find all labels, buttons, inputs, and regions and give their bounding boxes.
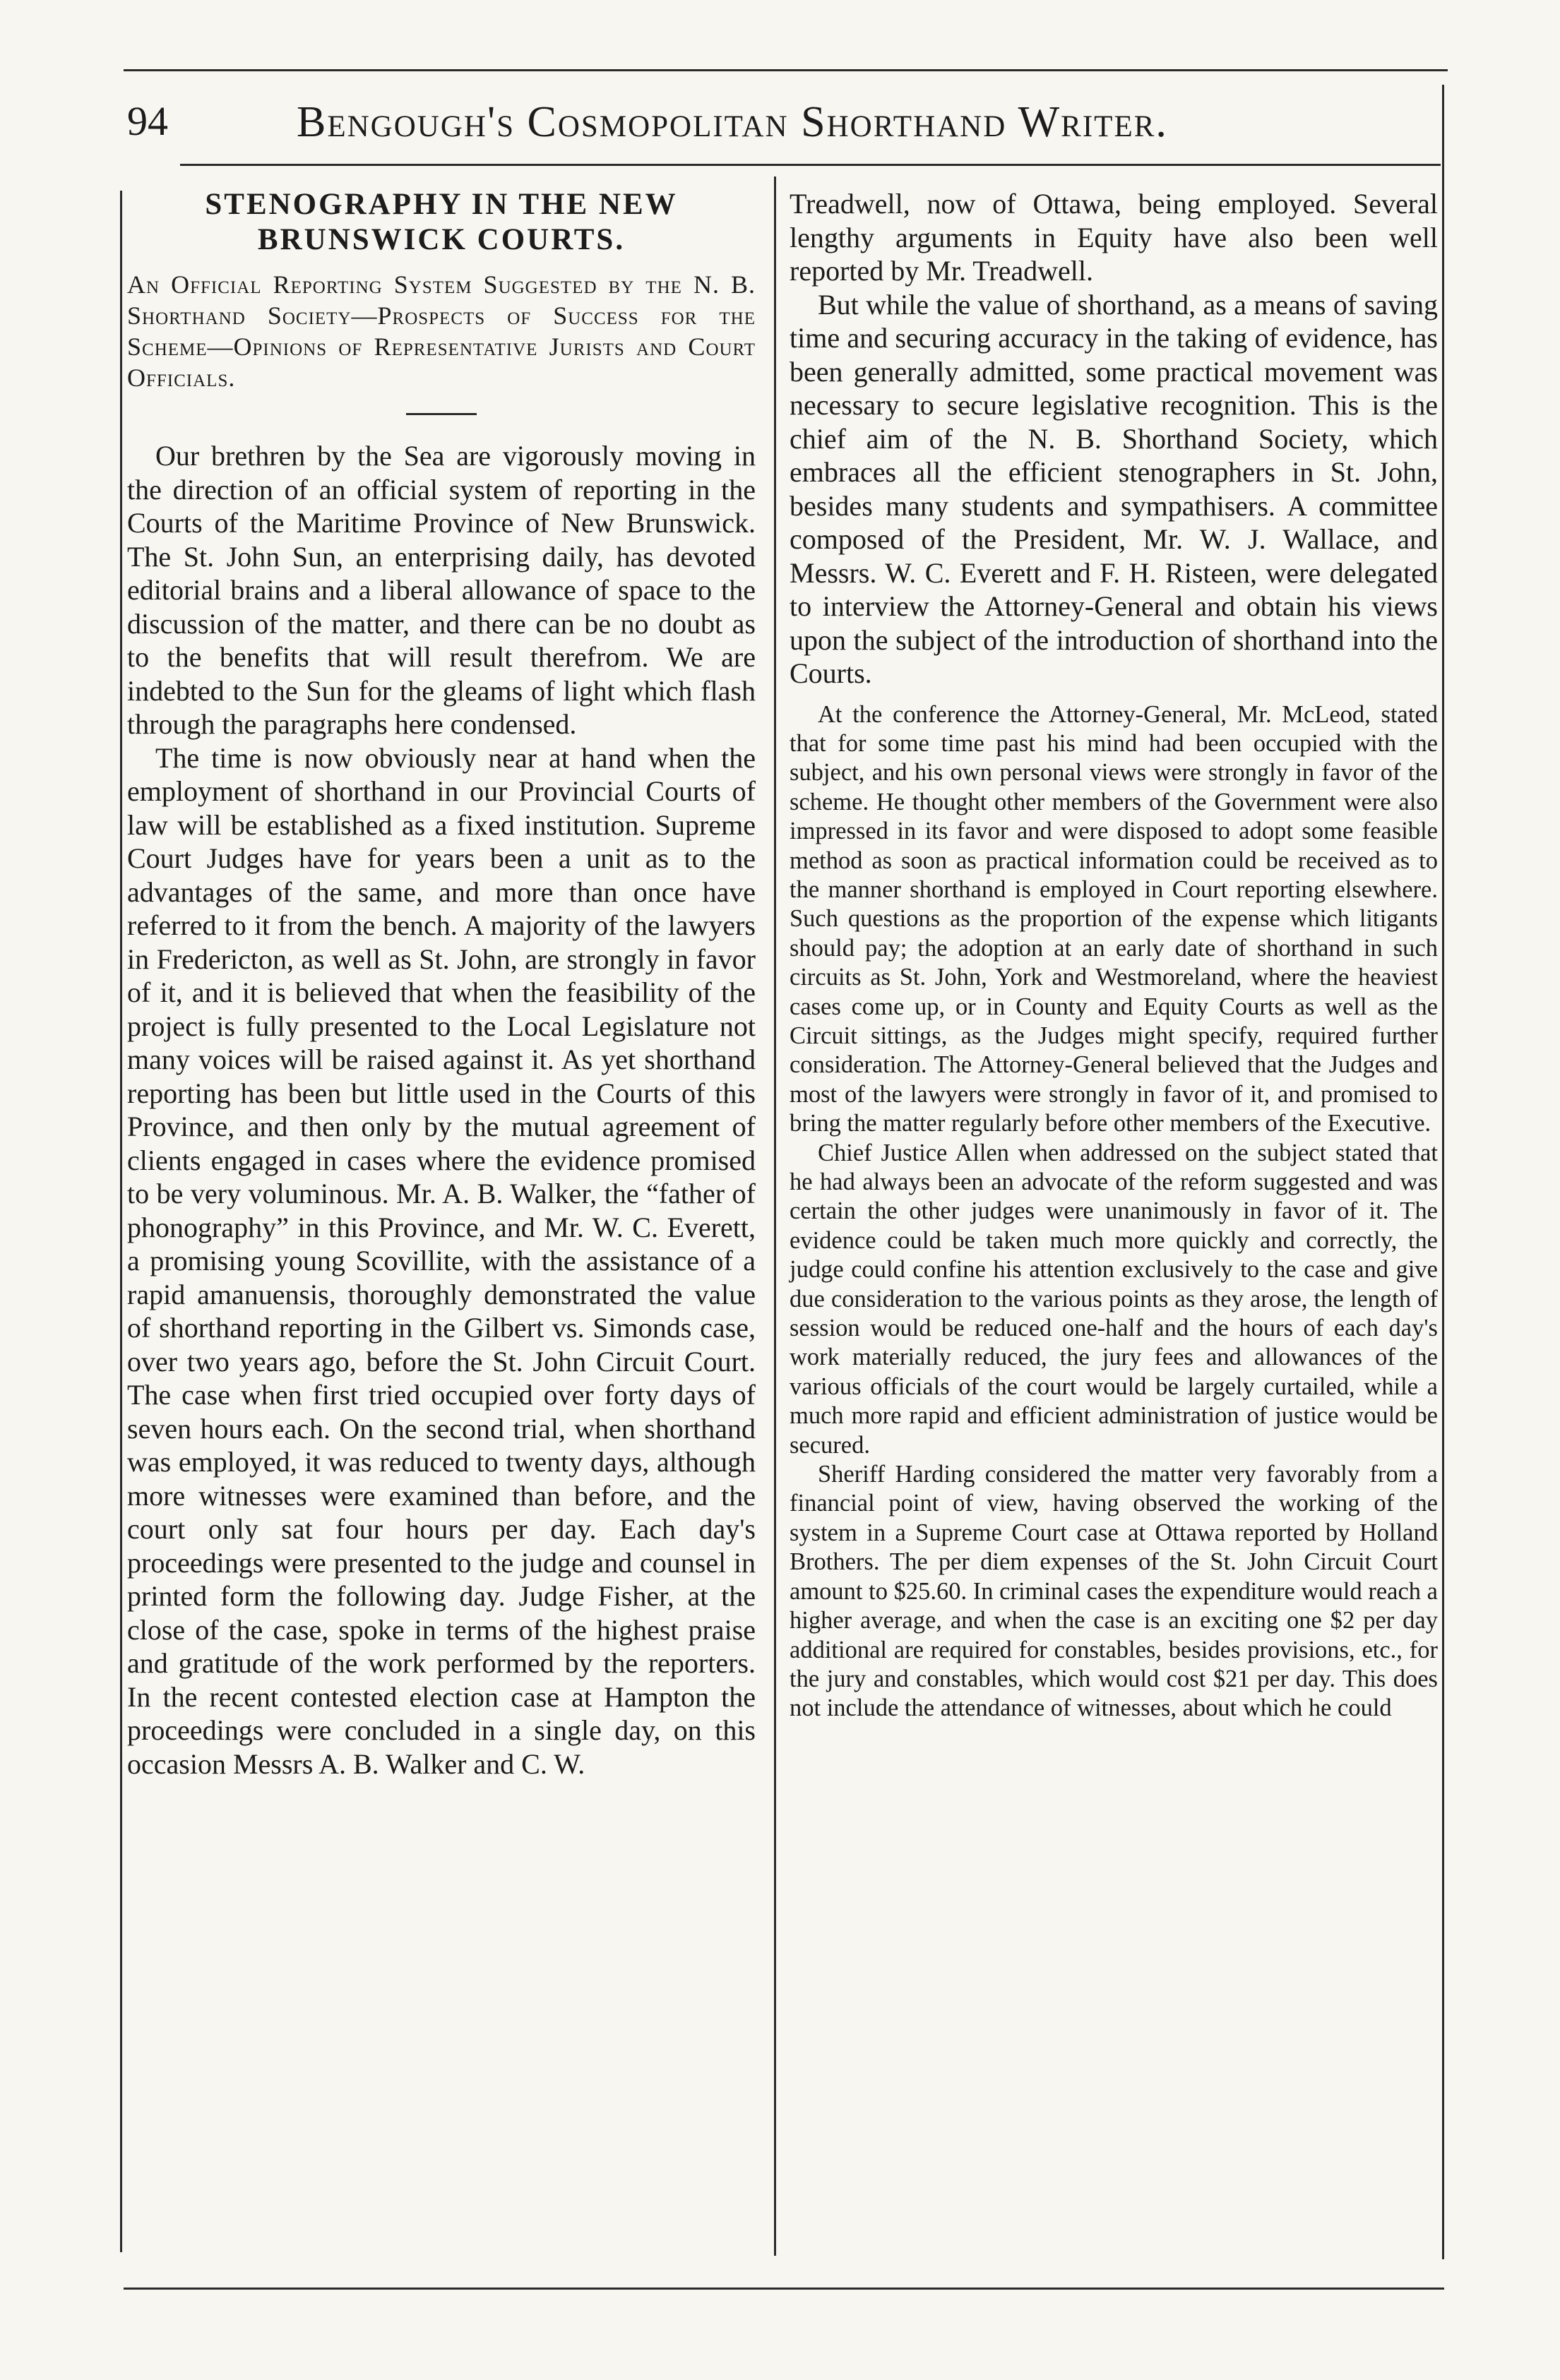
right-paragraph: Chief Justice Allen when addressed on the subject stated that he had always been an advocate of the reform suggested and was certain the other judges were unanimously in favor of it. The evidence could be taken much more quickly and correctly, the judge could confine his attention exclusively to the case and give due consideration to the various points as they arose, the length of session would be reduced one-half and the hours of each day's work materially reduced, the jury fees and allowances of the various officials of the court would be largely curtailed, while a much more rapid and efficient administration of justice would be secured.: [790, 1139, 1438, 1459]
left-border-rule: [120, 191, 122, 2252]
left-column: [127, 187, 756, 1781]
right-paragraph: Treadwell, now of Ottawa, being employed. Several lengthy arguments in Equity have also been well reported by Mr. Treadwell.: [790, 188, 1438, 287]
page-number: 94: [127, 98, 168, 144]
right-border-rule: [1442, 85, 1444, 2259]
column-divider-rule: [774, 177, 776, 2256]
top-border-rule: [124, 69, 1448, 71]
article-title: STENOGRAPHY IN THE NEW BRUNSWICK COURTS.: [205, 188, 678, 256]
title-separator: [406, 413, 477, 415]
article-subtitle: An Official Reporting System Suggested by the N. B. Shorthand Society—Prospects of Success for the Scheme—Opinions of Representative Jurists and Court Officials.: [127, 270, 756, 392]
running-title: Bengough's Cosmopolitan Shorthand Writer.: [297, 98, 1168, 146]
left-paragraph: Our brethren by the Sea are vigorously moving in the direction of an official system of reporting in the Courts of the Maritime Province of New Brunswick. The St. John Sun, an enterprising daily, has devoted editorial brains and a liberal allowance of space to the discussion of the matter, and there can be no doubt as to the benefits that will result therefrom. We are indebted to the Sun for the gleams of light which flash through the paragraphs here condensed.: [127, 440, 756, 740]
right-paragraph: Sheriff Harding considered the matter very favorably from a financial point of view, having observed the working of the system in a Supreme Court case at Ottawa reported by Holland Brothers. The per diem expenses of the St. John Circuit Court amount to $25.60. In criminal cases the expenditure would reach a higher average, and when the case is an exciting one $2 per day additional are required for constables, besides provisions, etc., for the jury and constables, which would cost $21 per day. This does not include the attendance of witnesses, about which he could: [790, 1461, 1438, 1722]
page-header: [127, 92, 1441, 169]
right-paragraph: At the conference the Attorney-General, Mr. McLeod, stated that for some time past his mind had been occupied with the subject, and his own personal views were strongly in favor of the scheme. He thought other members of the Government were also impressed in its favor and were disposed to adopt some feasible method as soon as practical information could be received as to the manner shorthand is employed in Court reporting elsewhere. Such questions as the proportion of the expense which litigants should pay; the adoption at an early date of shorthand in such circuits as St. John, York and Westmoreland, where the heaviest cases come up, or in County and Equity Courts as well as the Circuit sittings, as the Judges might specify, required further consideration. The Attorney-General believed that the Judges and most of the lawyers were strongly in favor of it, and promised to bring the matter regularly before other members of the Executive.: [790, 700, 1438, 1137]
bottom-border-rule: [124, 2288, 1444, 2290]
right-column: [790, 187, 1438, 1723]
right-paragraph: But while the value of shorthand, as a means of saving time and securing accuracy in the taking of evidence, has been generally admitted, some practical movement was necessary to secure legislative recognition. This is the chief aim of the N. B. Shorthand Society, which embraces all the efficient stenographers in St. John, besides many students and sympathisers. A committee composed of the President, Mr. W. J. Wallace, and Messrs. W. C. Everett and F. H. Risteen, were delegated to interview the Attorney-General and obtain his views upon the subject of the introduction of shorthand into the Courts.: [790, 288, 1438, 689]
left-paragraph: The time is now obviously near at hand when the employment of shorthand in our Provincial Courts of law will be established as a fixed institution. Supreme Court Judges have for years been a unit as to the advantages of the same, and more than once have referred to it from the bench. A majority of the lawyers in Fredericton, as well as St. John, are strongly in favor of it, and it is believed that when the feasibility of the project is fully presented to the Local Legislature not many voices will be raised against it. As yet shorthand reporting has been but little used in the Courts of this Province, and then only by the mutual agreement of clients engaged in cases where the evidence promised to be very voluminous. Mr. A. B. Walker, the “father of phonography” in this Province, and Mr. W. C. Everett, a promising young Scovillite, with the assistance of a rapid amanuensis, thoroughly demonstrated the value of shorthand reporting in the Gilbert vs. Simonds case, over two years ago, before the St. John Circuit Court. The case when first tried occupied over forty days of seven hours each. On the second trial, when shorthand was employed, it was reduced to twenty days, although more witnesses were examined than before, and the court only sat four hours per day. Each day's proceedings were presented to the judge and counsel in printed form the following day. Judge Fisher, at the close of the case, spoke in terms of the highest praise and gratitude of the work performed by the reporters. In the recent contested election case at Hampton the proceedings were concluded in a single day, on this occasion Messrs A. B. Walker and C. W.: [127, 741, 756, 1780]
